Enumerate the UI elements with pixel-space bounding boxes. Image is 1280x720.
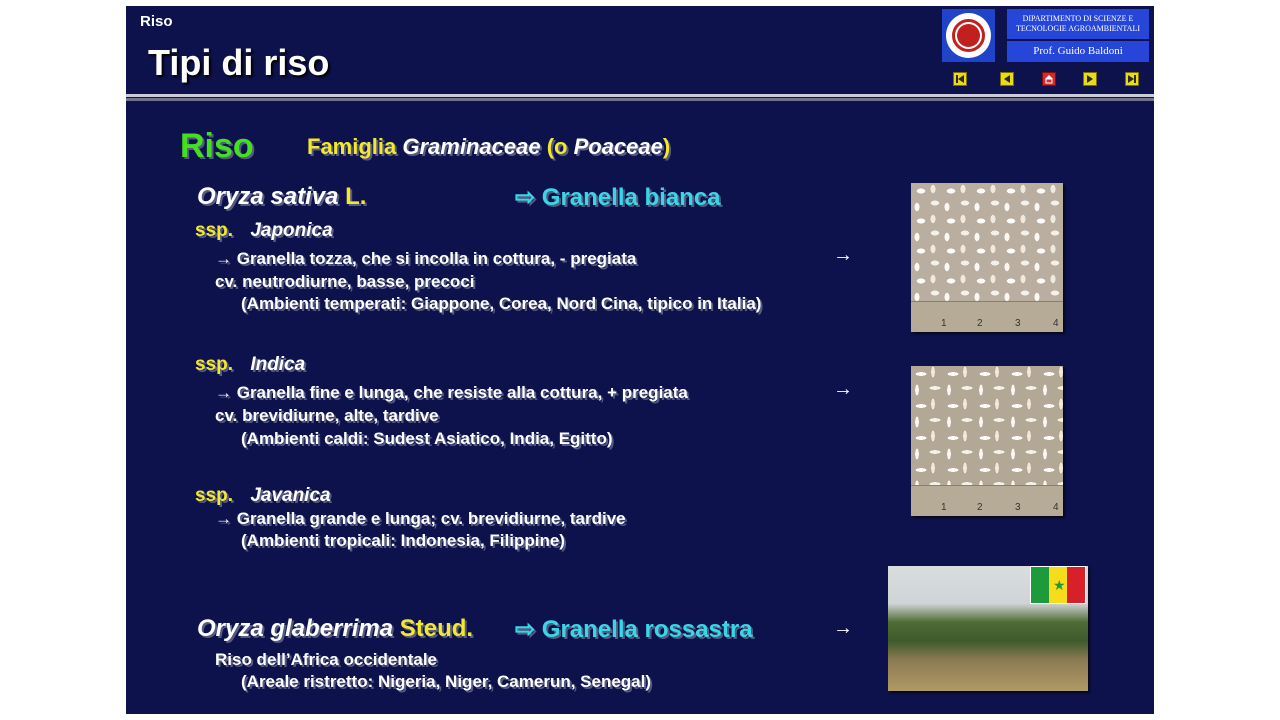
sativa-arrow-icon: ⇨	[515, 184, 536, 211]
header-divider	[126, 94, 1154, 97]
glaberrima-species: Oryza glaberrima	[197, 615, 394, 642]
glaberrima-author: Steud.	[399, 615, 474, 642]
glaberrima-grain-label: Granella rossastra	[541, 616, 753, 643]
sativa-grain-label: Granella bianca	[541, 184, 721, 211]
ruler-number: 2	[977, 318, 983, 329]
riso-heading: Riso	[180, 127, 254, 165]
ruler	[911, 301, 1063, 332]
sativa-grain	[515, 183, 721, 212]
ssp-label: ssp.	[195, 485, 234, 506]
professor-button[interactable]: Prof. Guido Baldoni	[1007, 41, 1149, 62]
ruler-number: 1	[941, 318, 947, 329]
ssp-label: ssp.	[195, 354, 234, 375]
indica-line-2: cv. brevidiurne, alte, tardive	[215, 406, 439, 425]
ruler-number: 1	[941, 502, 947, 513]
home-icon[interactable]	[1042, 72, 1056, 86]
senegal-flag-icon: ★	[1030, 566, 1086, 604]
indica-rice-photo	[911, 366, 1063, 516]
department-line-2: TECNOLOGIE AGROAMBIENTALI	[1015, 24, 1140, 33]
ruler-number: 2	[977, 502, 983, 513]
african-rice-field-photo	[888, 566, 1088, 691]
ruler-number: 3	[1015, 318, 1021, 329]
glaberrima-line-1: Riso dell’Africa occidentale	[215, 650, 438, 669]
ssp-name: Javanica	[250, 485, 331, 506]
famiglia-close: )	[662, 134, 671, 159]
ruler-number: 4	[1053, 318, 1059, 329]
javanica-line-2: (Ambienti tropicali: Indonesia, Filippine)	[241, 531, 565, 550]
pointer-arrow-icon: →	[833, 378, 853, 400]
sativa-species: Oryza sativa	[197, 183, 339, 210]
section-label: Riso	[140, 13, 173, 30]
famiglia-alt-open: (o	[546, 134, 568, 159]
ssp-javanica-heading	[195, 485, 331, 507]
japonica-line-2: cv. neutrodiurne, basse, precoci	[215, 272, 475, 291]
ssp-name: Indica	[250, 354, 306, 375]
ruler-number: 3	[1015, 502, 1021, 513]
glaberrima-arrow-icon: ⇨	[515, 616, 536, 643]
pointer-arrow-icon: →	[833, 244, 853, 266]
indica-line-1: → Granella fine e lunga, che resiste alla cottura, + pregiata	[215, 383, 688, 402]
japonica-line-3: (Ambienti temperati: Giappone, Corea, Nord Cina, tipico in Italia)	[241, 294, 762, 313]
ssp-indica-heading	[195, 354, 305, 376]
department-line-1: DIPARTIMENTO DI SCIENZE E	[1022, 14, 1134, 23]
famiglia-line	[307, 134, 670, 160]
sativa-author: L.	[345, 183, 367, 210]
famiglia-label: Famiglia	[307, 134, 397, 159]
slide-header	[126, 6, 1154, 94]
indica-line-3: (Ambienti caldi: Sudest Asiatico, India, Egitto)	[241, 429, 613, 448]
javanica-line-1: → Granella grande e lunga; cv. brevidiurne, tardive	[215, 509, 626, 528]
famiglia-name: Graminaceae	[402, 134, 541, 159]
japonica-line-1: → Granella tozza, che si incolla in cottura, - pregiata	[215, 249, 637, 268]
ruler-number: 4	[1053, 502, 1059, 513]
ssp-japonica-heading	[195, 220, 333, 242]
pointer-arrow-icon: →	[833, 617, 853, 639]
slide-title: Tipi di riso	[148, 42, 330, 83]
department-button[interactable]	[1007, 9, 1149, 39]
last-slide-icon[interactable]	[1125, 72, 1139, 86]
glaberrima-line-2: (Areale ristretto: Nigeria, Niger, Camerun, Senegal)	[241, 672, 652, 691]
glaberrima-grain	[515, 615, 753, 644]
slide	[126, 6, 1154, 714]
next-slide-icon[interactable]	[1083, 72, 1097, 86]
japonica-rice-photo	[911, 183, 1063, 332]
ssp-label: ssp.	[195, 220, 234, 241]
header-divider-shadow	[126, 98, 1154, 101]
university-seal-logo	[942, 9, 995, 62]
first-slide-icon[interactable]	[953, 72, 967, 86]
glaberrima-line	[197, 615, 473, 643]
famiglia-alt: Poaceae	[573, 134, 663, 159]
ssp-name: Japonica	[250, 220, 333, 241]
sativa-line	[197, 183, 366, 211]
ruler	[911, 485, 1063, 516]
previous-slide-icon[interactable]	[1000, 72, 1014, 86]
